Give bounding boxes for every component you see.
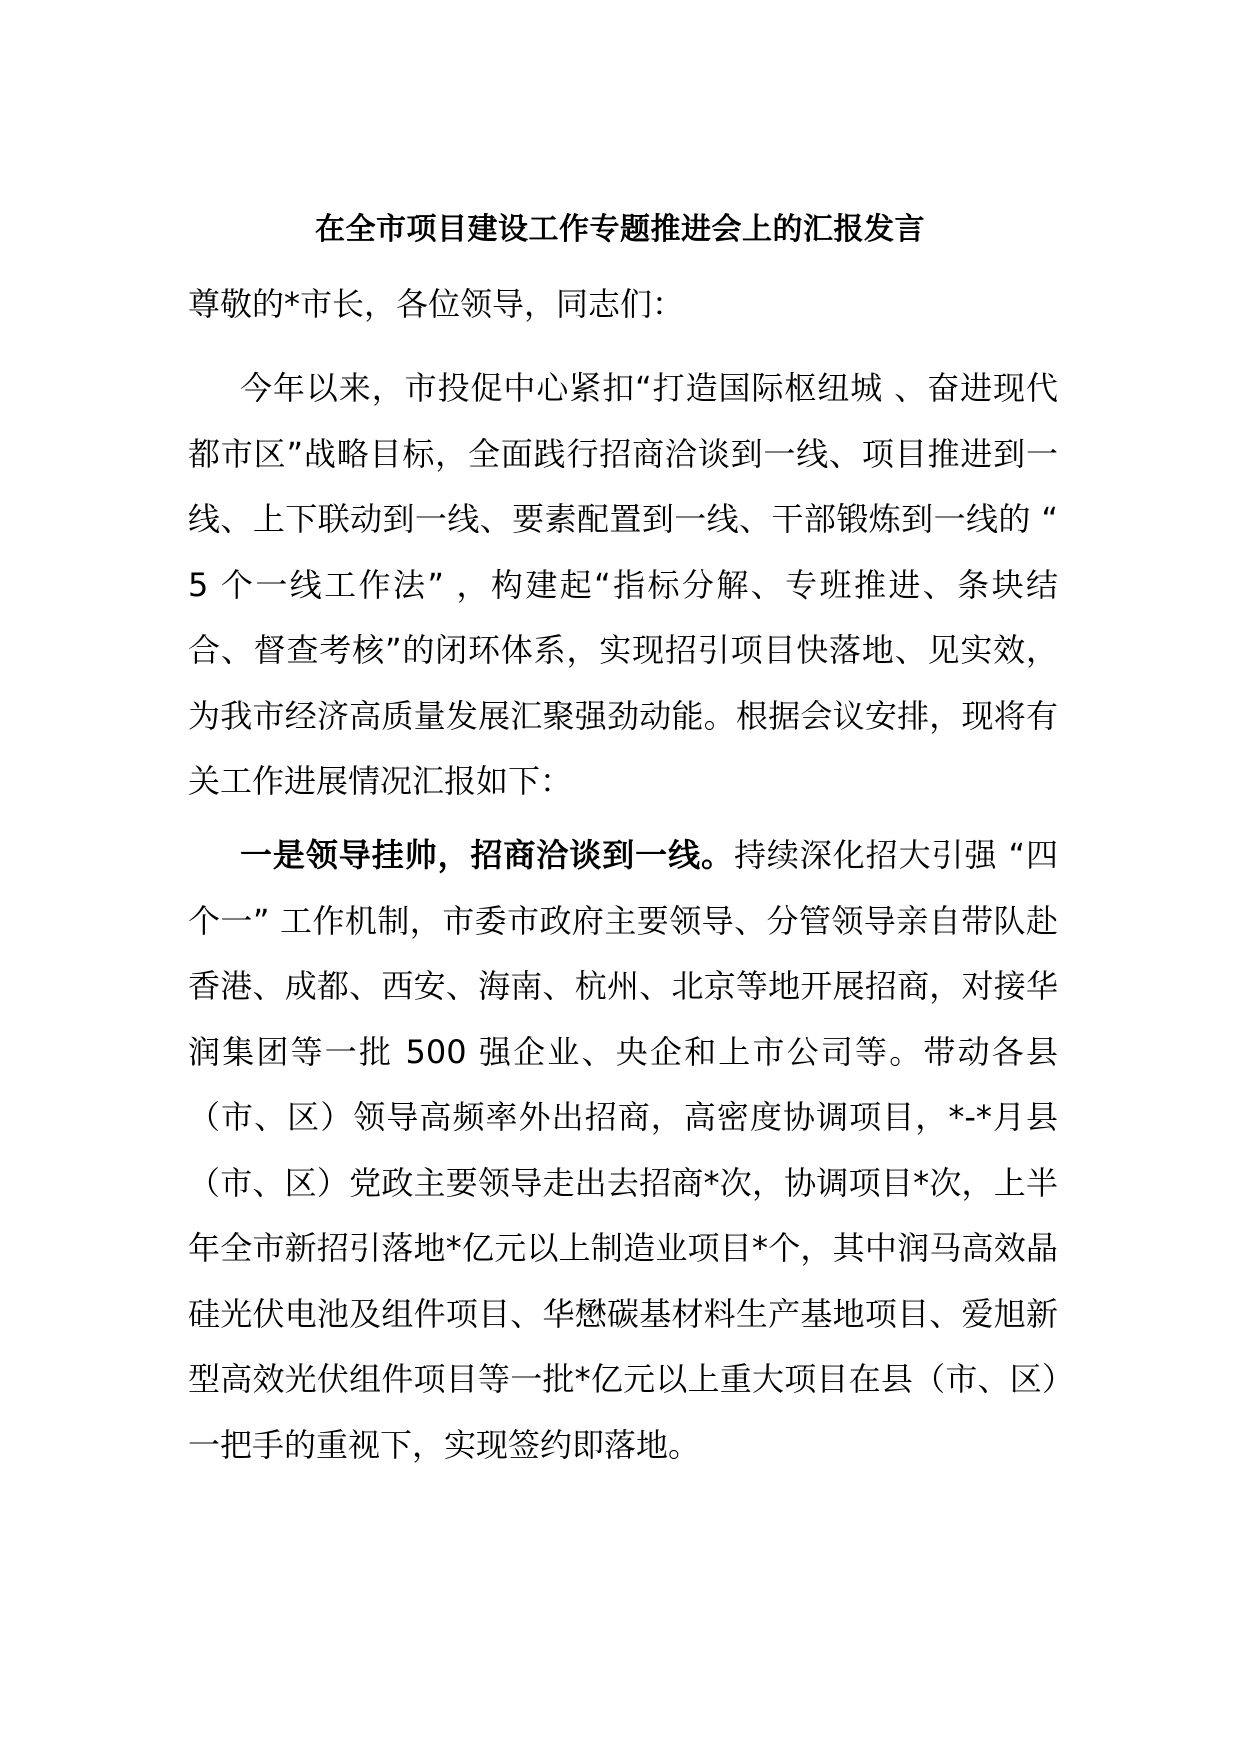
paragraph-point-one-text: 持续深化招大引强 “四个一” 工作机制，市委市政府主要领导、分管领导亲自带队赴香港、成都、西安、海南、杭州、北京等地开展招商，对接华润集团等一批 500 强企业、央企和上市公司等。带动各县（市、区）领导高频率外出招商，高密度协调项目，*-*月县（市、区）党政主要领导走出去招商*次，协调项目*次，上半年全市新招引落地*亿元以上制造业项目*个，其中润马高效晶硅光伏电池及组件项目、华懋碳基材料生产基地项目、爱旭新型高效光伏组件项目等一批*亿元以上重大项目在县（市、区）一把手的重视下，实现签约即落地。	[188, 836, 1058, 1464]
document-title: 在全市项目建设工作专题推进会上的汇报发言	[315, 212, 925, 247]
paragraph-intro-text: 今年以来，市投促中心紧扣“打造国际枢纽城 、奋进现代都市区”战略目标，全面践行招商洽谈到一线、项目推进到一线、上下联动到一线、要素配置到一线、干部锻炼到一线的 “ 5 个一线工作法” ，构建起“指标分解、专班推进、条块结合、督查考核”的闭环体系，实现招引项目快落地、见实效，为我市经济高质量发展汇聚强劲动能。根据会议安排，现将有关工作进展情况汇报如下：	[188, 369, 1058, 800]
paragraph-intro	[188, 356, 1058, 815]
salutation: 尊敬的*市长，各位领导，同志们：	[188, 285, 685, 323]
paragraph-point-one	[188, 823, 1058, 1478]
paragraph-point-one-lead: 一是领导挂帅，招商洽谈到一线。	[240, 836, 734, 874]
